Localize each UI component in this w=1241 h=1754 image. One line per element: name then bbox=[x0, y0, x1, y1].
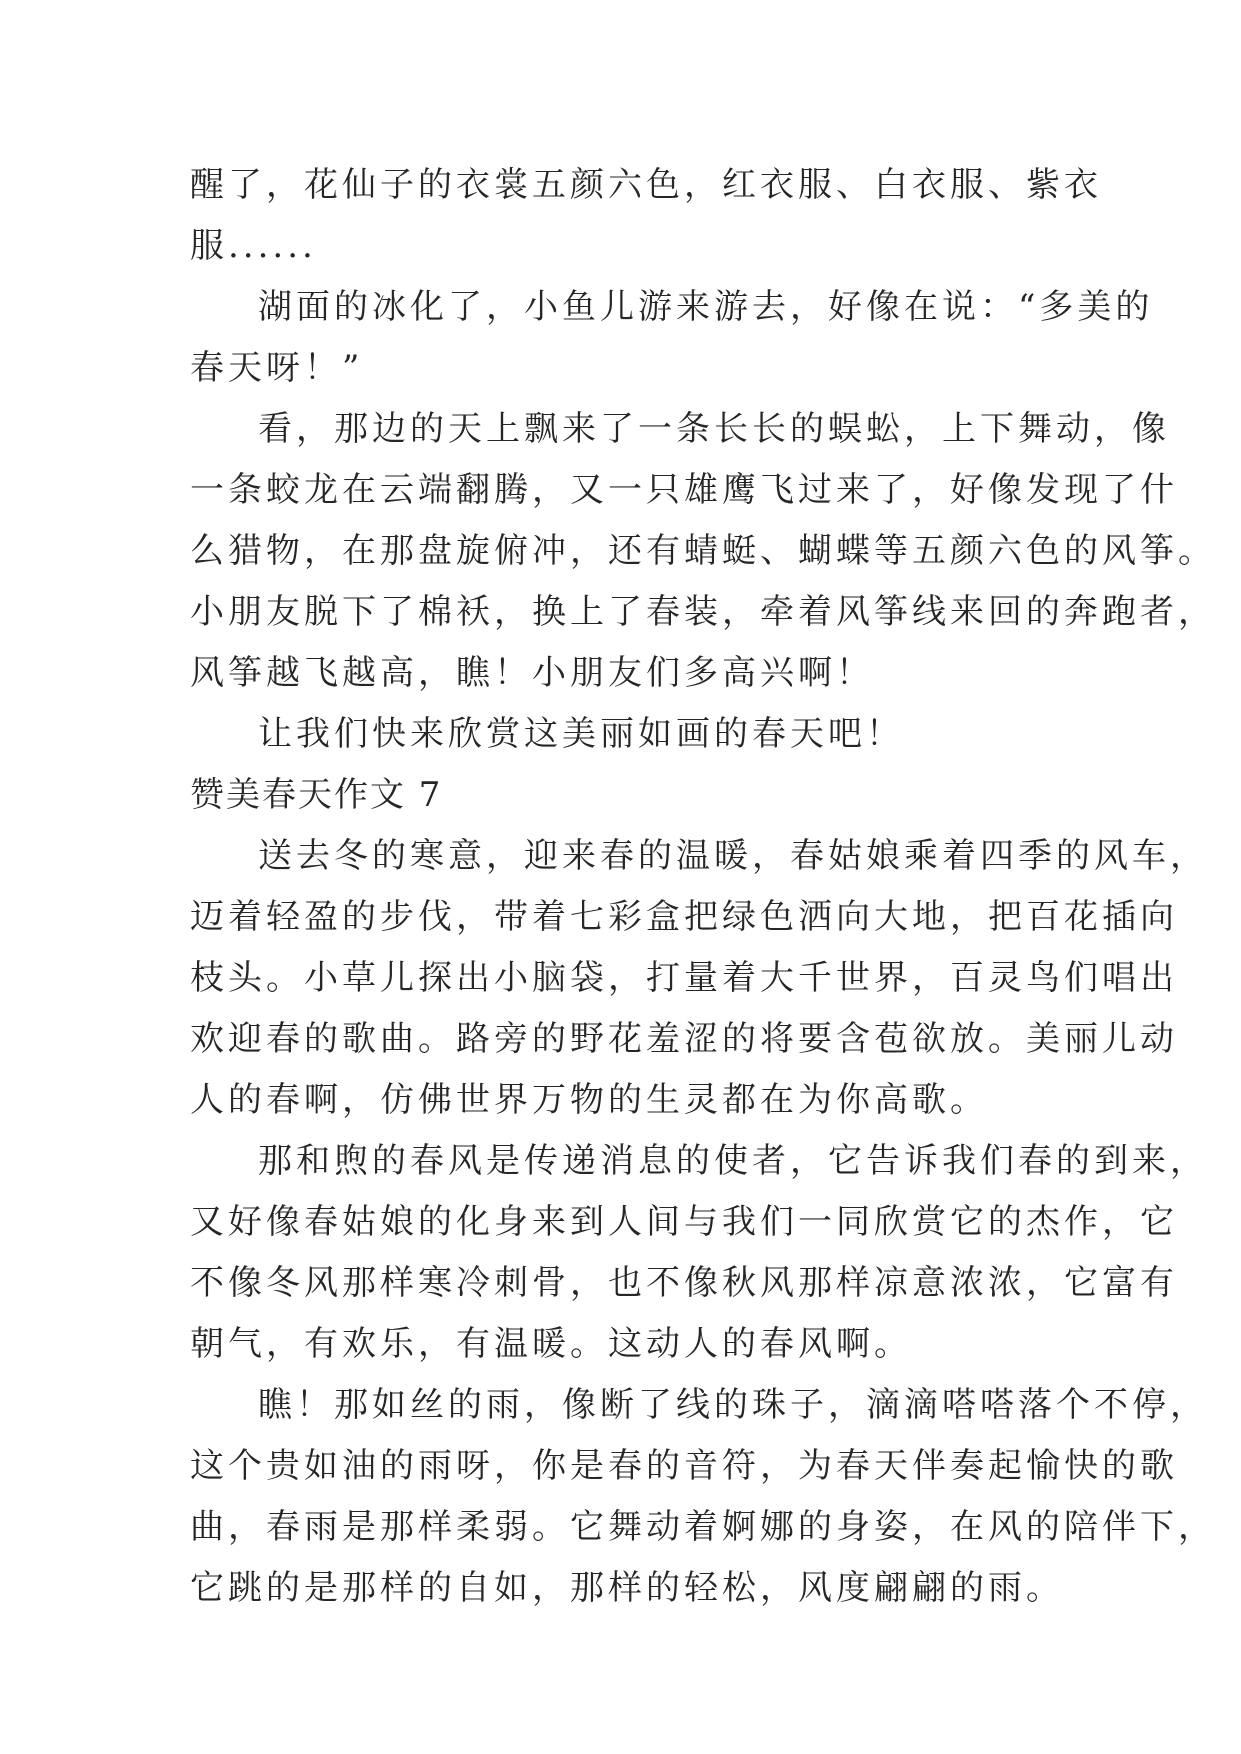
text-line: 风筝越飞越高，瞧！小朋友们多高兴啊！ bbox=[190, 653, 874, 693]
text-line: 这个贵如油的雨呀，你是春的音符，为春天伴奏起愉快的歌 bbox=[190, 1446, 1178, 1486]
paragraph-first-line: 送去冬的寒意，迎来春的温暖，春姑娘乘着四季的风车， bbox=[258, 836, 1208, 876]
text-line: 枝头。小草儿探出小脑袋，打量着大千世界，百灵鸟们唱出 bbox=[190, 958, 1178, 998]
text-line: 春天呀！” bbox=[190, 348, 364, 388]
section-heading: 赞美春天作文 7 bbox=[190, 775, 443, 815]
paragraph-first-line: 那和煦的春风是传递消息的使者，它告诉我们春的到来， bbox=[258, 1141, 1208, 1181]
document-body bbox=[190, 155, 1216, 1619]
text-line: 不像冬风那样寒冷刺骨，也不像秋风那样凉意浓浓，它富有 bbox=[190, 1263, 1178, 1303]
text-line: 迈着轻盈的步伐，带着七彩盒把绿色洒向大地，把百花插向 bbox=[190, 897, 1178, 937]
paragraph-first-line: 湖面的冰化了，小鱼儿游来游去，好像在说：“多美的 bbox=[258, 287, 1154, 327]
text-line: 人的春啊，仿佛世界万物的生灵都在为你高歌。 bbox=[190, 1080, 988, 1120]
text-line: 朝气，有欢乐，有温暖。这动人的春风啊。 bbox=[190, 1324, 912, 1364]
text-line: 醒了，花仙子的衣裳五颜六色，红衣服、白衣服、紫衣 bbox=[190, 165, 1102, 205]
text-line: 曲，春雨是那样柔弱。它舞动着婀娜的身姿，在风的陪伴下， bbox=[190, 1507, 1216, 1547]
text-line: 欢迎春的歌曲。路旁的野花羞涩的将要含苞欲放。美丽儿动 bbox=[190, 1019, 1178, 1059]
text-line: 服...... bbox=[190, 226, 317, 266]
text-line: 它跳的是那样的自如，那样的轻松，风度翩翩的雨。 bbox=[190, 1568, 1064, 1608]
text-line: 小朋友脱下了棉袄，换上了春装，牵着风筝线来回的奔跑者， bbox=[190, 592, 1216, 632]
text-line: 又好像春姑娘的化身来到人间与我们一同欣赏它的杰作，它 bbox=[190, 1202, 1178, 1242]
text-line: 一条蛟龙在云端翻腾，又一只雄鹰飞过来了，好像发现了什 bbox=[190, 470, 1178, 510]
paragraph-first-line: 让我们快来欣赏这美丽如画的春天吧！ bbox=[258, 714, 904, 754]
paragraph-first-line: 看，那边的天上飘来了一条长长的蜈蚣，上下舞动，像 bbox=[258, 409, 1170, 449]
paragraph-first-line: 瞧！那如丝的雨，像断了线的珠子，滴滴嗒嗒落个不停， bbox=[258, 1385, 1208, 1425]
text-line: 么猎物，在那盘旋俯冲，还有蜻蜓、蝴蝶等五颜六色的风筝。 bbox=[190, 531, 1216, 571]
